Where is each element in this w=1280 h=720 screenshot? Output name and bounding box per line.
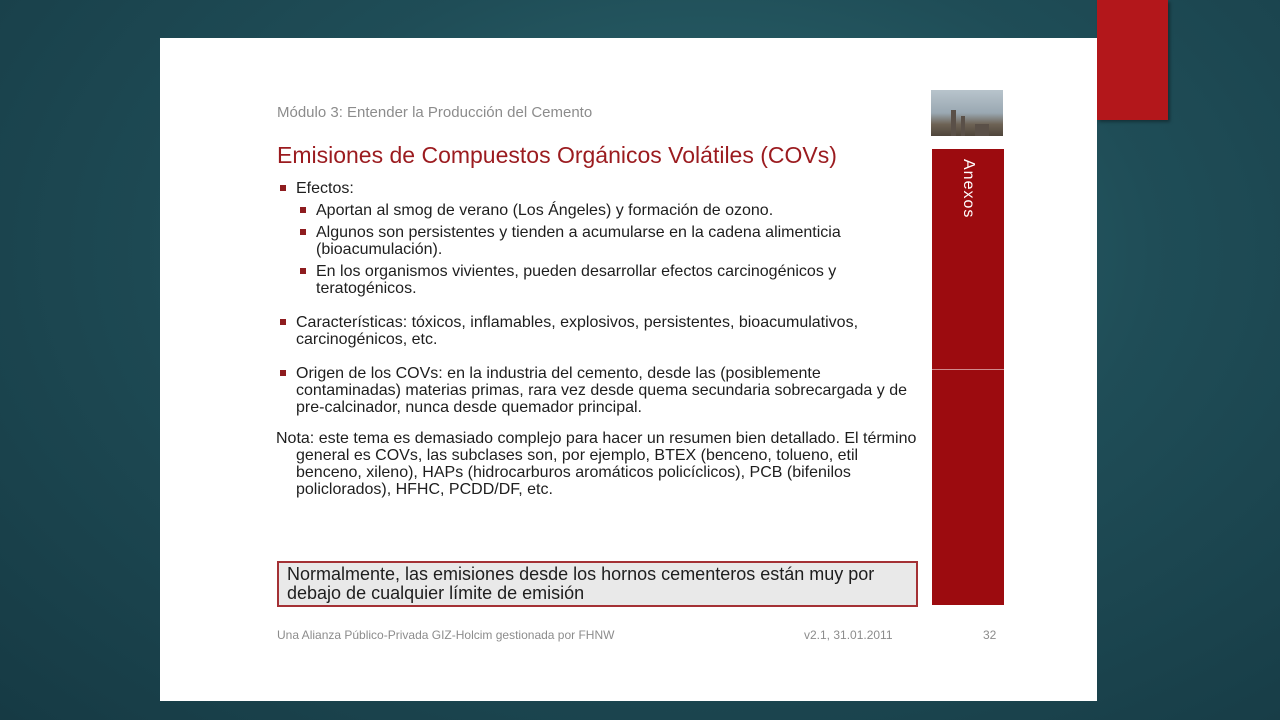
bullet-icon: [280, 185, 286, 191]
list-item: [276, 314, 926, 348]
slide-content: [276, 180, 926, 498]
sidebar-label: Anexos: [960, 159, 977, 219]
sidebar-divider: [932, 369, 1004, 370]
footer-version: v2.1, 31.01.2011: [804, 628, 893, 642]
bullet-icon: [300, 268, 306, 274]
page-number: 32: [983, 628, 997, 642]
sub-list-item: [276, 263, 926, 297]
bullet-icon: [300, 207, 306, 213]
bullet-icon: [280, 319, 286, 325]
corner-accent-tab: [1097, 0, 1168, 120]
efecto-text: En los organismos vivientes, pueden desarrollar efectos carcinogénicos y teratogénicos.: [316, 263, 837, 297]
bullet-icon: [300, 229, 306, 235]
slide-title: Emisiones de Compuestos Orgánicos Volátiles (COVs): [277, 142, 837, 168]
cement-plant-photo: [931, 90, 1003, 136]
annex-sidebar: [932, 149, 1004, 605]
origen-text: Origen de los COVs: en la industria del cemento, desde las (posiblemente contaminadas) materias primas, rara vez desde quema secundaria sobrecargada y de pre-calcinador, nunca desde quemador principal.: [296, 365, 907, 416]
efecto-text: Algunos son persistentes y tienden a acumularse en la cadena alimenticia (bioacumulación).: [316, 224, 841, 258]
list-item: [276, 180, 926, 197]
efecto-text: Aportan al smog de verano (Los Ángeles) y formación de ozono.: [316, 202, 774, 219]
sub-list-item: [276, 224, 926, 258]
efectos-label: Efectos:: [296, 180, 354, 197]
note-text: Nota: este tema es demasiado complejo para hacer un resumen bien detallado. El término general es COVs, las subclases son, por ejemplo, BTEX (benceno, tolueno, etil benceno, xileno), HAPs (hidrocarburos aromáticos policíclicos), PCB (bifenilos policlorados), HFHC, PCDD/DF, etc.: [276, 430, 917, 498]
list-item: [276, 365, 926, 416]
module-label: Módulo 3: Entender la Producción del Cemento: [277, 104, 593, 121]
sub-list-item: [276, 202, 926, 219]
caracteristicas-text: Características: tóxicos, inflamables, explosivos, persistentes, bioacumulativos, carcinogénicos, etc.: [296, 314, 859, 348]
bullet-icon: [280, 370, 286, 376]
highlight-box: Normalmente, las emisiones desde los hornos cementeros están muy por debajo de cualquier límite de emisión: [277, 561, 918, 607]
footer-alliance: Una Alianza Público-Privada GIZ-Holcim gestionada por FHNW: [277, 628, 615, 642]
slide: [160, 38, 1097, 701]
